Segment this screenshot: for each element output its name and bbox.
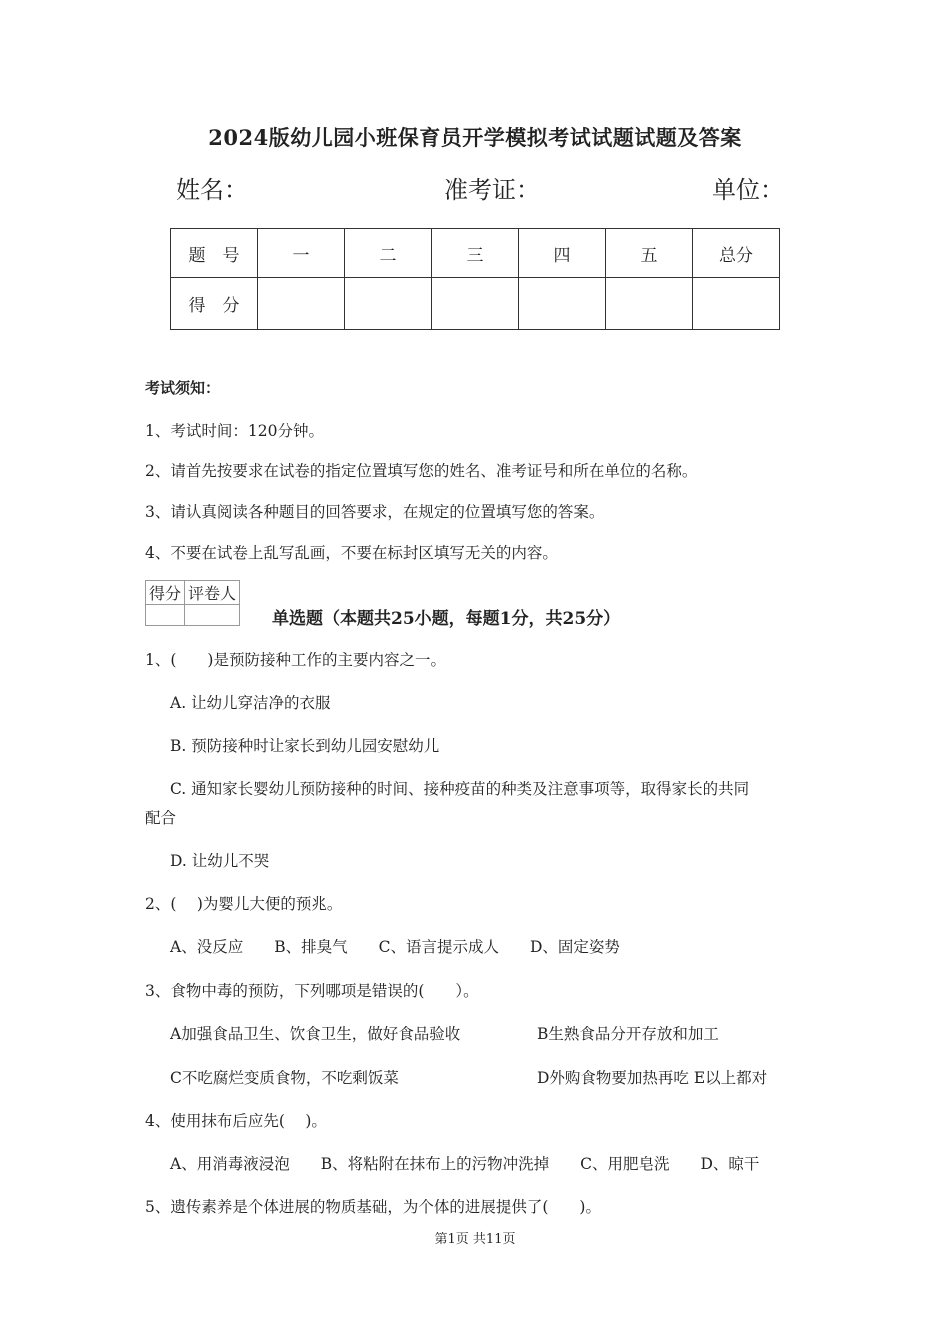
score-table-header-row [171, 229, 780, 278]
score-cell[interactable] [606, 278, 693, 330]
score-cell[interactable] [693, 278, 780, 330]
score-table-header-cell: 二 [345, 229, 432, 278]
score-table-header-cell: 五 [606, 229, 693, 278]
score-cell[interactable] [432, 278, 519, 330]
question-1: 1、( )是预防接种工作的主要内容之一。 [145, 651, 446, 669]
question-5: 5、遗传素养是个体进展的物质基础，为个体的进展提供了( )。 [145, 1198, 601, 1216]
question-4-options: A、用消毒液浸泡 B、将粘附在抹布上的污物冲洗掉 C、用肥皂洗 D、晾干 [170, 1155, 760, 1173]
question-3-option-c: C不吃腐烂变质食物，不吃剩饭菜 [170, 1069, 399, 1087]
grader-box [145, 580, 240, 626]
grader-box-grader-label: 评卷人 [185, 581, 240, 605]
score-table-header-cell: 三 [432, 229, 519, 278]
question-1-option-c-continued: 配合 [145, 809, 177, 827]
score-cell[interactable] [258, 278, 345, 330]
page-footer: 第1页 共11页 [434, 1232, 516, 1247]
notice-item: 3、请认真阅读各种题目的回答要求，在规定的位置填写您的答案。 [145, 503, 605, 521]
question-3-option-b: B生熟食品分开存放和加工 [537, 1025, 719, 1043]
grader-box-grader-cell[interactable] [185, 605, 240, 626]
name-field-label: 姓名： [176, 176, 248, 204]
score-table-score-row [171, 278, 780, 330]
question-3-option-a: A加强食品卫生、饮食卫生，做好食品验收 [170, 1025, 461, 1043]
question-1-option-c: C. 通知家长婴幼儿预防接种的时间、接种疫苗的种类及注意事项等，取得家长的共同 [170, 780, 750, 798]
score-table-header-cell: 总分 [693, 229, 780, 278]
exam-number-field-label: 准考证： [444, 176, 540, 204]
question-3-option-d: D外购食物要加热再吃 E以上都对 [537, 1069, 768, 1087]
question-1-option-a: A. 让幼儿穿洁净的衣服 [170, 694, 331, 712]
notice-heading: 考试须知： [145, 379, 221, 397]
score-table [170, 228, 780, 330]
grader-box-score-label: 得分 [146, 581, 185, 605]
notice-item: 1、考试时间：120分钟。 [145, 422, 324, 440]
notice-item: 2、请首先按要求在试卷的指定位置填写您的姓名、准考证号和所在单位的名称。 [145, 462, 698, 480]
score-table-row-label: 得 分 [171, 278, 258, 330]
question-2: 2、( )为婴儿大便的预兆。 [145, 895, 343, 913]
unit-field-label: 单位： [712, 176, 784, 204]
score-table-header-cell: 一 [258, 229, 345, 278]
score-table-header-cell: 四 [519, 229, 606, 278]
question-3: 3、食物中毒的预防，下列哪项是错误的( ）。 [145, 982, 479, 1000]
question-2-options: A、没反应 B、排臭气 C、语言提示成人 D、固定姿势 [170, 938, 620, 956]
notice-item: 4、不要在试卷上乱写乱画，不要在标封区填写无关的内容。 [145, 544, 558, 562]
grader-box-score-cell[interactable] [146, 605, 185, 626]
score-cell[interactable] [519, 278, 606, 330]
question-4: 4、使用抹布后应先( )。 [145, 1112, 327, 1130]
score-cell[interactable] [345, 278, 432, 330]
score-table-header-cell: 题 号 [171, 229, 258, 278]
question-1-option-d: D. 让幼儿不哭 [170, 852, 270, 870]
question-1-option-b: B. 预防接种时让家长到幼儿园安慰幼儿 [170, 737, 440, 755]
section-title: 单选题（本题共25小题，每题1分，共25分） [272, 609, 621, 629]
page-title: 2024版幼儿园小班保育员开学模拟考试试题试题及答案 [208, 125, 742, 150]
